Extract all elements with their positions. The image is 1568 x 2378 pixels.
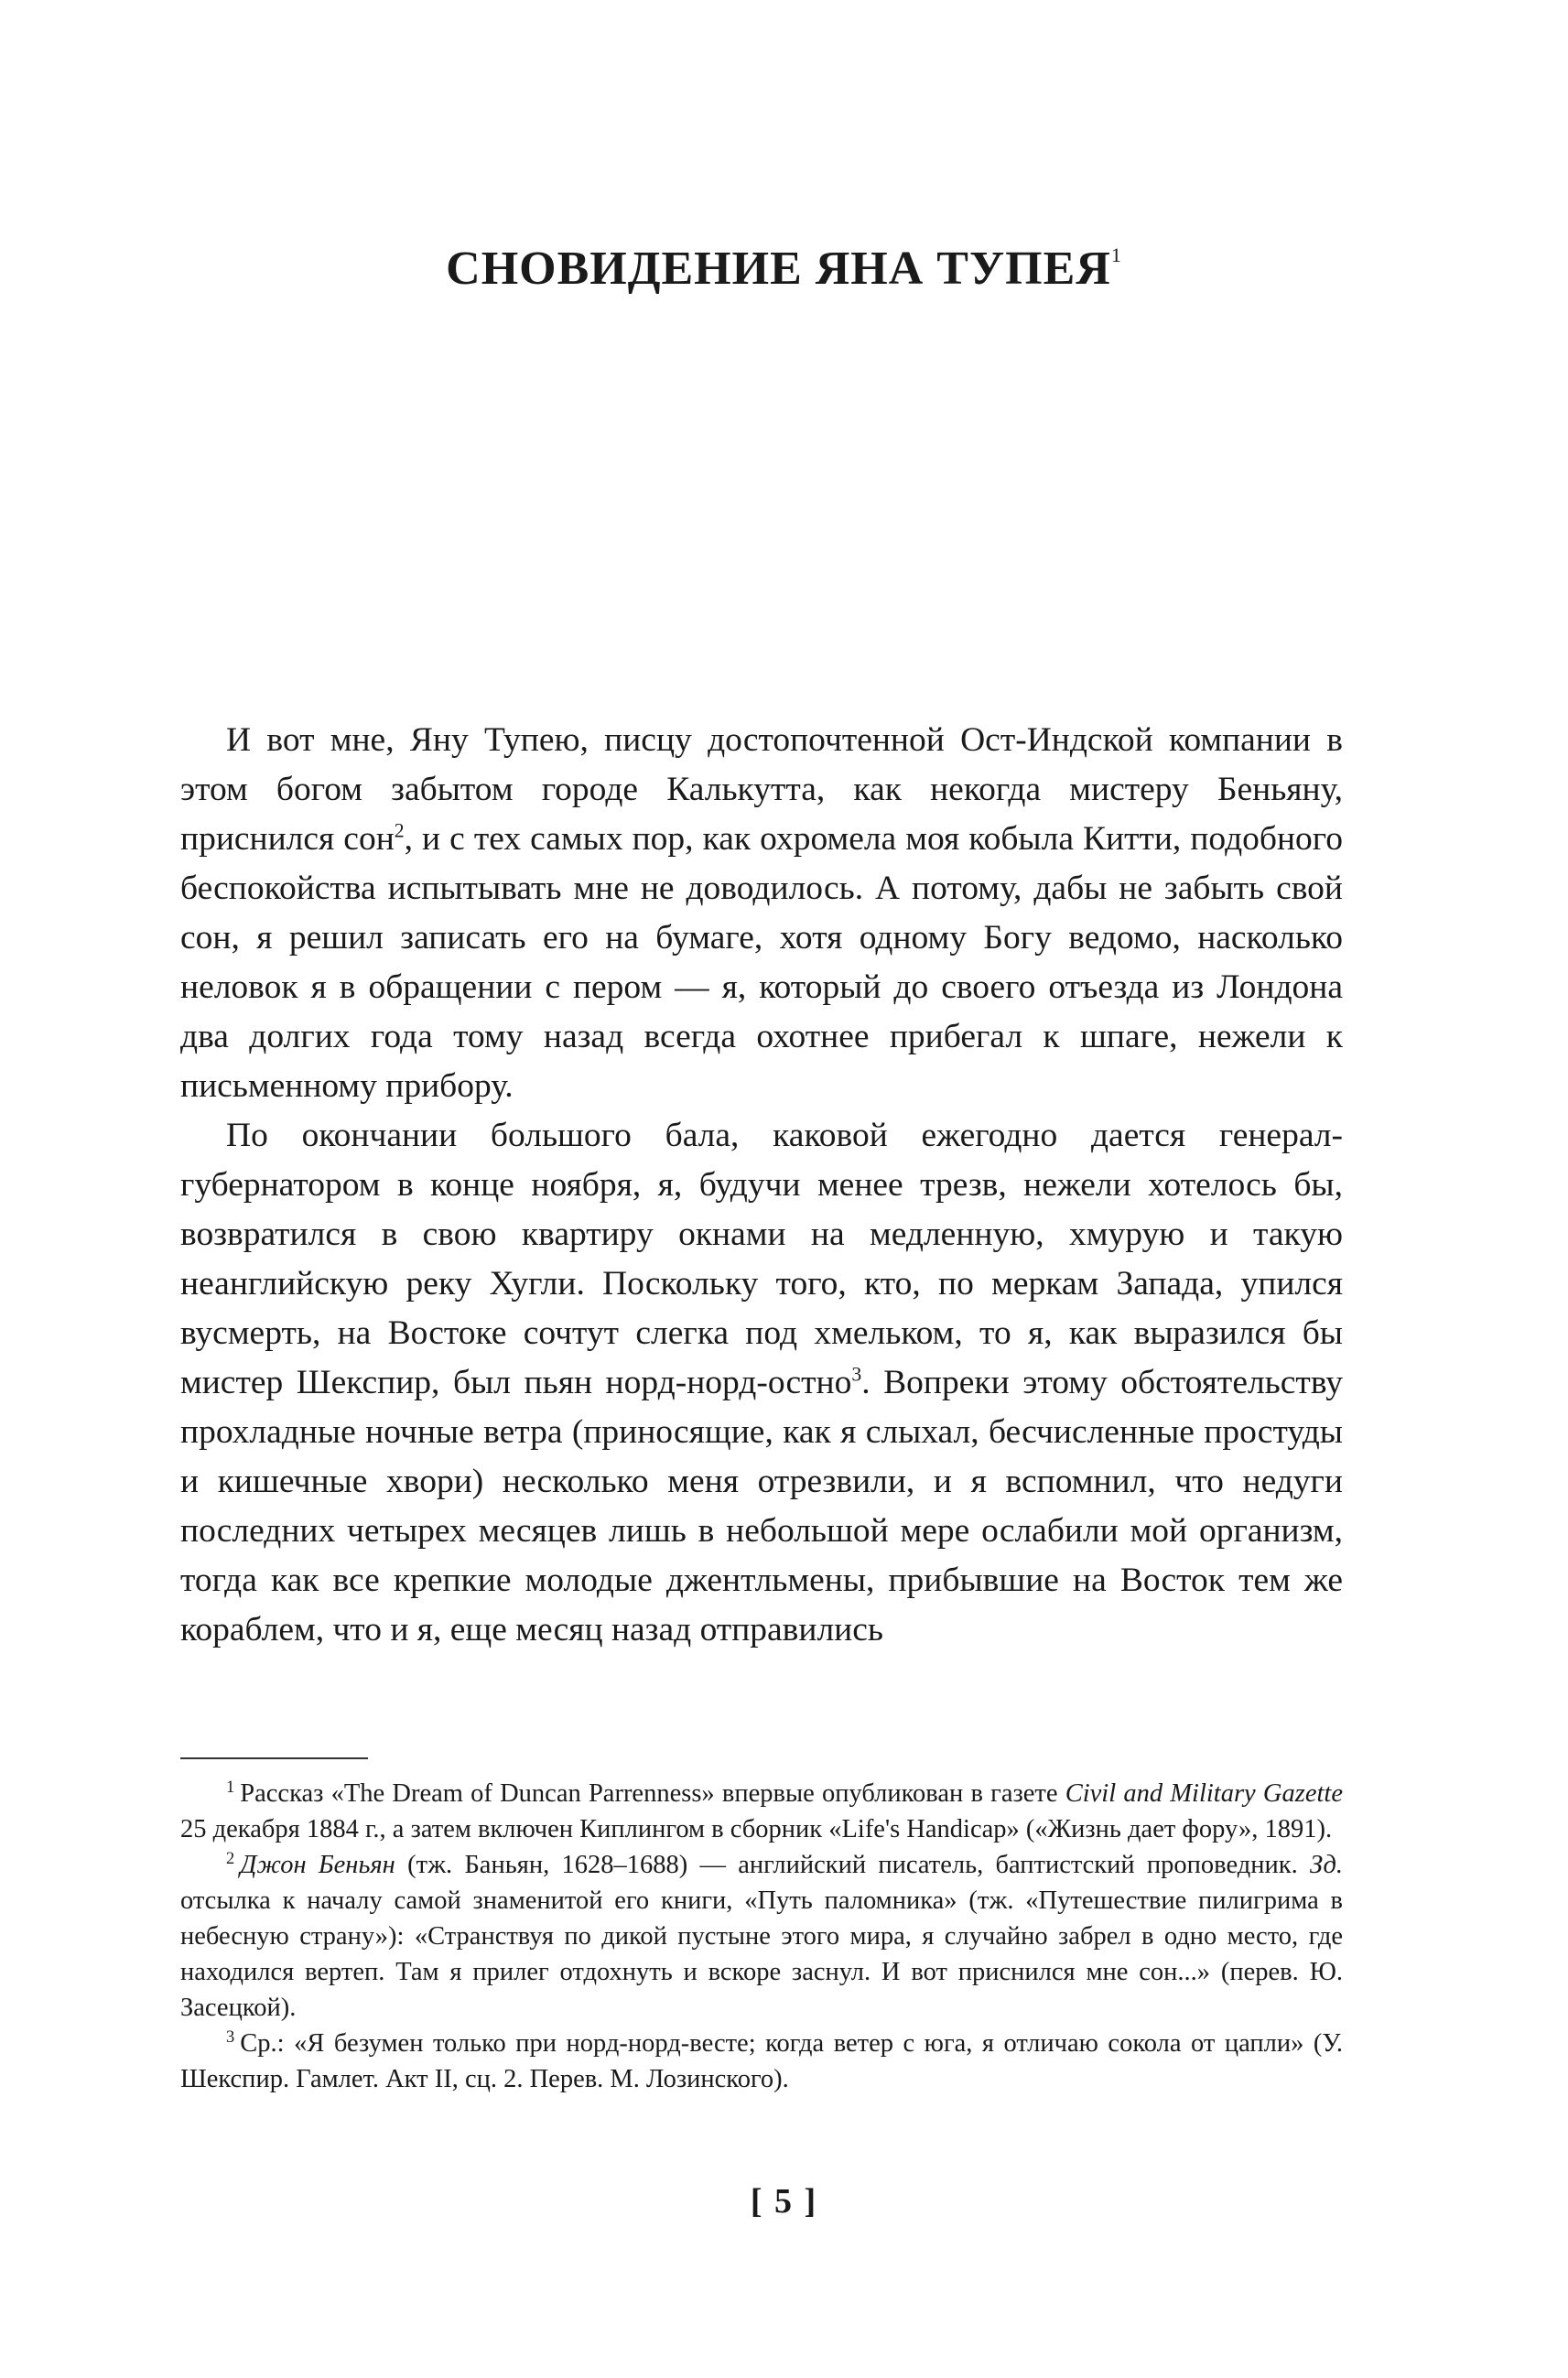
paragraph-1 (180, 716, 1343, 1111)
chapter-title-text: СНОВИДЕНИЕ ЯНА ТУПЕЯ (446, 243, 1111, 295)
footnote-separator (180, 1757, 368, 1759)
footnote-2-text-a: (тж. Баньян, 1628–1688) — английский писатель, баптистский проповедник. (395, 1851, 1310, 1879)
footnote-2-text-b: отсылка к началу самой знаменитой его книги, «Путь паломника» (тж. «Путешествие пилигрима в небесную страну»): «Странствуя по дикой пустыне этого мира, я случайно забрел в одно место, где находился вертеп. Там я прилег отдохнуть и вскоре заснул. И вот приснился мне сон...» (перев. Ю. Засецкой). (180, 1886, 1343, 2022)
paragraph-2-text-b: . Вопреки этому обстоятельству прохладные ночные ветра (приносящие, как я слыхал, бесчисленные простуды и кишечные хвори) несколько меня отрезвили, и я вспомнил, что недуги последних четырех месяцев лишь в небольшой мере ослабили мой организм, тогда как все крепкие молодые джентльмены, прибывшие на Восток тем же кораблем, что и я, еще месяц назад отправились (180, 1364, 1343, 1648)
footnote-2-italic-name: Джон Беньян (240, 1851, 395, 1879)
footnote-1-text-b: 25 декабря 1884 г., а затем включен Киплингом в сборник «Life's Handicap» («Жизнь дает фору», 1891). (180, 1815, 1333, 1843)
footnote-2-italic-abbr: Зд. (1309, 1851, 1344, 1879)
footnote-1-italic: Civil and Military Gazette (1065, 1779, 1343, 1808)
footnote-ref-3: 3 (851, 1363, 862, 1386)
footnote-2-marker: 2 (226, 1848, 235, 1868)
footnote-1-text-a: Рассказ «The Dream of Duncan Parrenness» впервые опубликован в газете (240, 1779, 1065, 1808)
footnote-1-marker: 1 (226, 1777, 235, 1797)
footnote-3-text: Ср.: «Я безумен только при норд-норд-весте; когда ветер с юга, я отличаю сокола от цапли» (У. Шекспир. Гамлет. Акт II, сц. 2. Перев. М. Лозинского). (180, 2029, 1343, 2093)
main-text (180, 716, 1343, 1655)
footnote-ref-2: 2 (394, 819, 405, 842)
page-number: [ 5 ] (750, 2182, 818, 2221)
paragraph-1-text-a: И вот мне, Яну Тупею, писцу достопочтенной Ост-Индской компании в этом богом забытом городе Калькутта, как некогда мистеру Беньяну, приснился сон (180, 721, 1343, 858)
footnote-ref-1: 1 (1110, 243, 1122, 266)
paragraph-2-text-a: По окончании большого бала, каковой ежегодно дается генерал-губернатором в конце ноября, я, будучи менее трезв, нежели хотелось бы, возвратился в свою квартиру окнами на медленную, хмурую и такую неанглийскую реку Хугли. Поскольку того, кто, по меркам Запада, упился вусмерть, на Востоке сочтут слегка под хмельком, то я, как выразился бы мистер Шекспир, был пьян норд-норд-остно (180, 1117, 1343, 1401)
paragraph-2 (180, 1111, 1343, 1655)
chapter-title (0, 245, 1568, 293)
footnote-3-marker: 3 (226, 2027, 235, 2047)
paragraph-1-text-b: , и с тех самых пор, как охромела моя кобыла Китти, подобного беспокойства испытывать мне не доводилось. А потому, дабы не забыть свой сон, я решил записать его на бумаге, хотя одному Богу ведомо, насколько неловок я в обращении с пером — я, который до своего отъезда из Лондона два долгих года тому назад всегда охотнее прибегал к шпаге, нежели к письменному прибору. (180, 820, 1344, 1105)
footnotes (180, 1776, 1343, 2097)
footnote-2 (180, 1847, 1343, 2026)
footnote-3 (180, 2026, 1343, 2097)
footnote-1 (180, 1776, 1343, 1847)
